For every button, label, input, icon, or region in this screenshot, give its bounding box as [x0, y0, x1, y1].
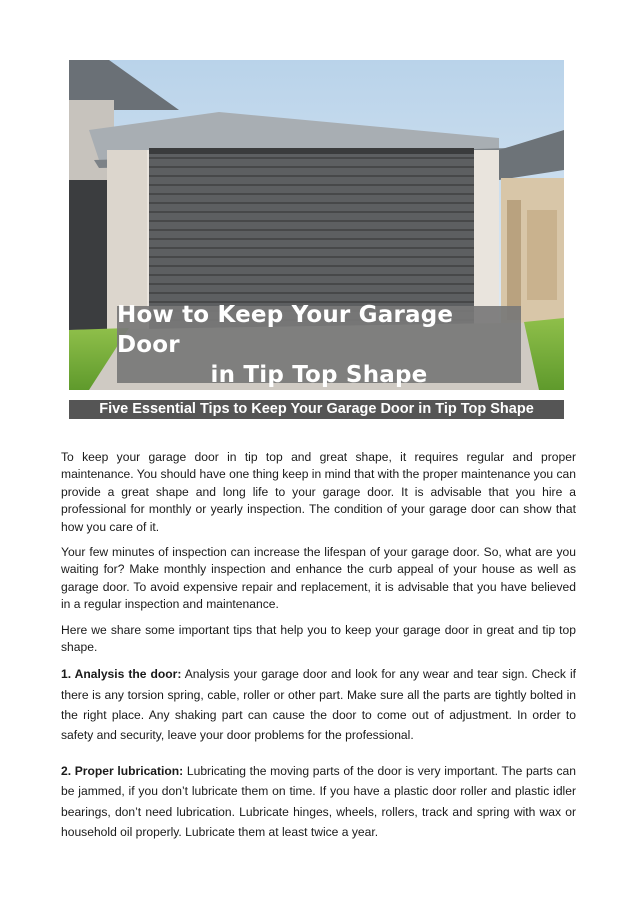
hero-title-banner [117, 301, 521, 388]
tip-body: Lubricating the moving parts of the door is very important. The parts can be jammed, if you don’t lubricate them on time. If you have a plastic door roller and plastic idler bearings, don’t need lubrication. Lubricate hinges, wheels, rollers, track and spring with wax or household oil properly. Lubricate them at least twice a year. [61, 764, 576, 839]
subtitle-bar: Five Essential Tips to Keep Your Garage Door in Tip Top Shape [69, 400, 564, 419]
inspection-paragraph: Your few minutes of inspection can increase the lifespan of your garage door. So, what are you waiting for? Make monthly inspection and enhance the curb appeal of your house as well as garage door. To avoid expensive repair and replacement, it is advisable that you have believed in a regular inspection and maintenance. [61, 545, 576, 612]
intro-paragraph: To keep your garage door in tip top and great shape, it requires regular and proper maintenance. You should have one thing keep in mind that with the proper maintenance you can provide a great shape and long life to your garage door. It is advisable that you hire a professional for monthly or yearly inspection. The condition of your garage door can show that how you care of it. [61, 450, 577, 534]
tips-intro-paragraph: Here we share some important tips that help you to keep your garage door in great and tip top shape. [61, 622, 576, 655]
tip-heading: 2. Proper lubrication: [61, 764, 184, 779]
tip-analysis [61, 664, 576, 745]
hero-title-line1: How to Keep Your Garage Door [117, 301, 454, 358]
tip-heading: 1. Analysis the door: [61, 667, 182, 682]
hero-image [69, 60, 564, 390]
article-body [61, 449, 576, 842]
hero-title-line2: in Tip Top Shape [210, 361, 428, 388]
tip-lubrication [61, 761, 576, 842]
tip-body: Analysis your garage door and look for any wear and tear sign. Check if there is any torsion spring, cable, roller or other part. Make sure all the parts are tightly bolted in the right place. Any shaking part can cause the door to come out of adjustment. In order to safety and security, leave your door problems for the professional. [61, 667, 576, 743]
